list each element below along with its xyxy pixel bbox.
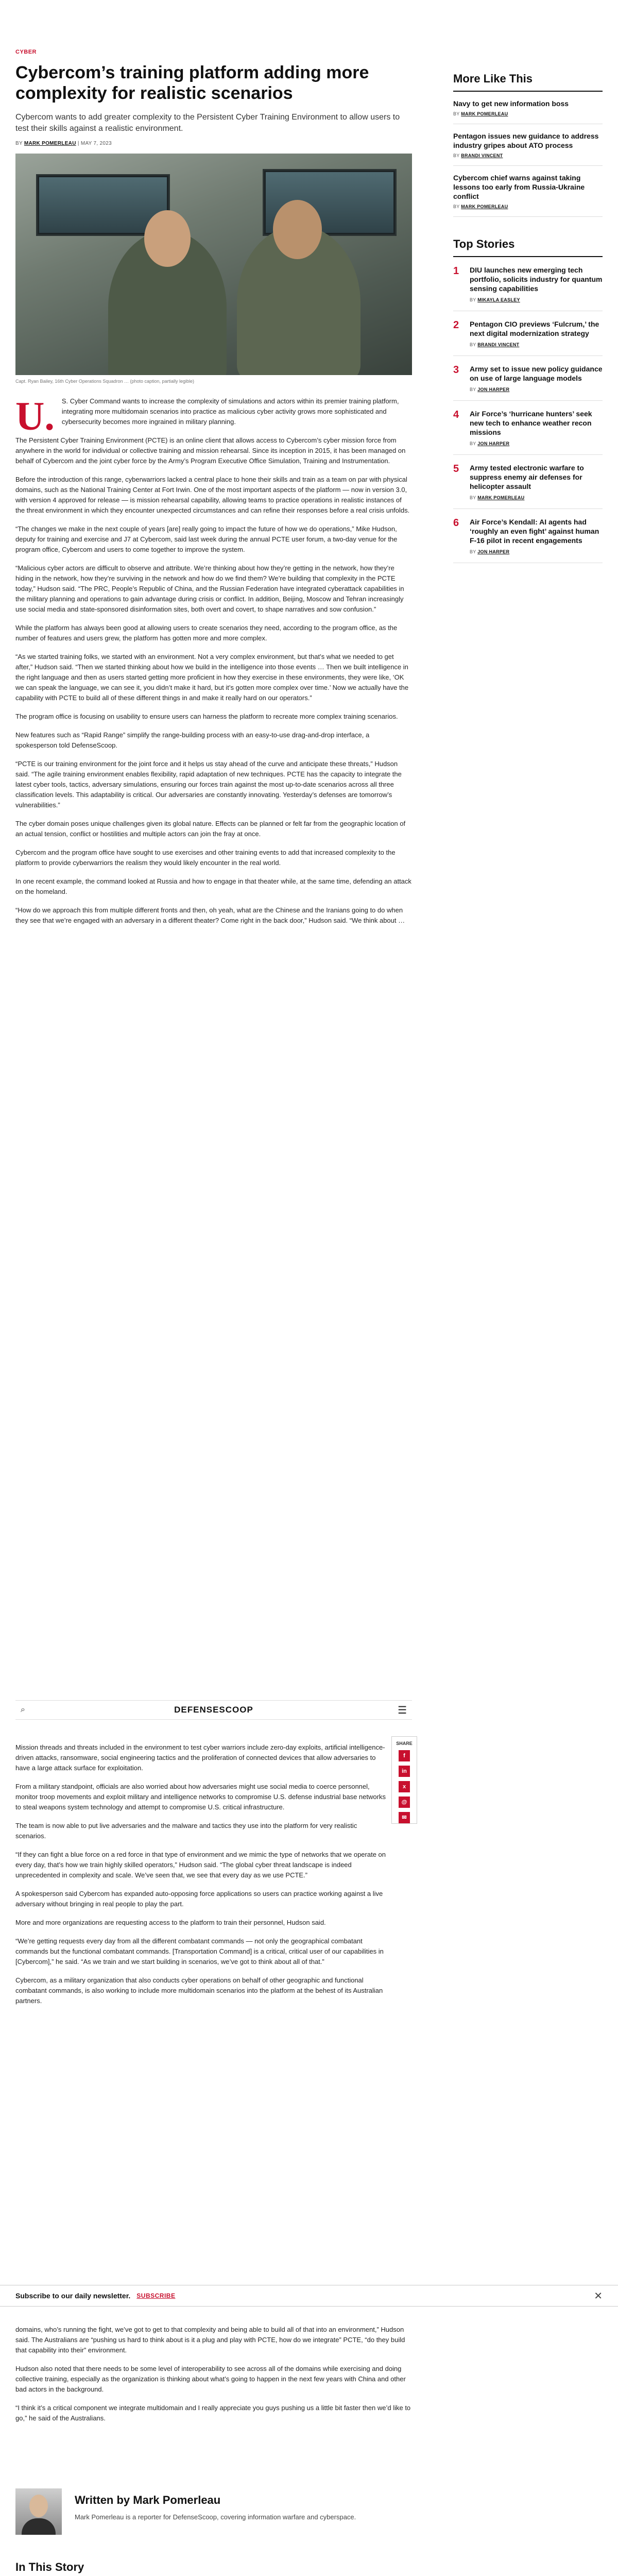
paragraph: The program office is focusing on usability to ensure users can harness the platform to recreate more complex training scenarios. (15, 713, 398, 720)
category-label[interactable]: CYBER (15, 49, 37, 55)
paragraph: S. Cyber Command wants to increase the complexity of simulations and actors within its premier training platform, integrating more multidomain scenarios into practice as malicious cyber activity grows more sophisticated and cybersecurity becomes more ingrained in military planning. (61, 397, 399, 426)
list-item[interactable]: 4 Air Force’s ‘hurricane hunters’ seek new tech to enhance weather recon missions BY JON HARPER (453, 401, 603, 455)
byline-author-link[interactable]: MARK POMERLEAU (24, 141, 76, 146)
list-item[interactable]: Cybercom chief warns against taking lessons too early from Russia-Ukraine conflict BY MARK POMERLEAU (453, 166, 603, 217)
list-item[interactable]: 1 DIU launches new emerging tech portfolio, solicits industry for quantum sensing capabilities BY MIKAYLA EASLEY (453, 257, 603, 311)
byline: BY MARK POMERLEAU | MAY 7, 2023 (15, 141, 112, 146)
paragraph: A spokesperson said Cybercom has expanded auto-opposing force applications so users can practice working against a live adversary without bringing in real people to play the part. (15, 1890, 383, 1908)
list-item[interactable]: Navy to get new information boss BY MARK POMERLEAU (453, 92, 603, 124)
byline-prefix: BY (15, 141, 23, 146)
author-head (29, 2495, 48, 2517)
paragraph: The Persistent Cyber Training Environment (PCTE) is an online client that allows access to Cybercom’s cyber mission force from anywhere in the world for individual or collective training and mission rehearsal. Since its inception in 2015, it has been managed on behalf of Cybercom and the joint cyber force by the Army’s Program Executive Office Simulation, Training and Instrumentation. (15, 436, 406, 465)
article-body-end (15, 2325, 412, 2432)
author-shoulders (22, 2518, 56, 2535)
more-like-this-heading: More Like This (453, 72, 603, 92)
list-item[interactable]: 5 Army tested electronic warfare to suppress enemy air defenses for helicopter assault BY MARK POMERLEAU (453, 455, 603, 509)
paragraph: Cybercom and the program office have sought to use exercises and other training events to add that increased complexity to the platform to provide cyberwarriors the realism they would likely encounter in the real world. (15, 849, 396, 867)
rank-number: 2 (453, 319, 459, 331)
drop-cap: U. (15, 394, 55, 438)
story-author-link[interactable]: BRANDI VINCENT (461, 153, 503, 158)
list-item[interactable]: Pentagon issues new guidance to address industry gripes about ATO process BY BRANDI VINCENT (453, 124, 603, 166)
x-twitter-icon[interactable]: x (399, 1781, 410, 1792)
paragraph: “I think it’s a critical component we integrate multidomain and I really appreciate you guys pushing us a little bit faster then we’d like to go,” he said of the Australians. (15, 2404, 411, 2422)
person-head (144, 210, 191, 267)
site-logo[interactable]: DEFENSESCOOP (174, 1705, 253, 1715)
sidebar (453, 72, 603, 563)
paragraph: The team is now able to put live adversaries and the malware and tactics they use into the platform for very realistic scenarios. (15, 1822, 357, 1840)
article-title: Cybercom’s training platform adding more complexity for realistic scenarios (15, 63, 369, 103)
paragraph: In one recent example, the command looked at Russia and how to engage in that theater while, at the same time, defending an attack on the homeland. (15, 877, 411, 895)
paragraph: domains, who’s running the fight, we’ve got to get to that complexity and being able to build all of that into an environment,” Hudson said. The Australians are “pushing us hard to think about is it a plug and play with PCTE, how do we integrate” PCTE, “do they build that capability into their” environment. (15, 2326, 405, 2354)
paragraph: Cybercom, as a military organization that also conducts cyber operations on behalf of other geographic and functional combatant commands, is also working to include more multidomain scenarios into the platform at the behest of its Australian partners. (15, 1976, 383, 2005)
byline-date: MAY 7, 2023 (80, 141, 112, 146)
in-this-story-heading: In This Story (15, 2561, 84, 2573)
rank-number: 5 (453, 463, 459, 474)
paragraph: “If they can fight a blue force on a red force in that type of environment and we mimic the type of networks that we operate on every day, that’s how we train highly skilled operators,” Hudson said. “The global cyber threat landscape is indeed unprecedented in complexity and scale. We’ve seen that, we see that every day as we use PCTE.” (15, 1851, 386, 1879)
story-author-link[interactable]: MARK POMERLEAU (477, 495, 525, 500)
paragraph: Mission threads and threats included in the environment to test cyber warriors include zero-day exploits, artificial intelligence-driven attacks, ransomware, social engineering tactics and the proliferation of connected devices that allow adversaries to have a large attack surface for exploitation. (15, 1743, 385, 1772)
newsletter-bar (0, 2285, 618, 2307)
paragraph: Before the introduction of this range, cyberwarriors lacked a central place to hone their skills and train as a team on par with physical domains, such as the National Training Center at Fort Irwin. One of the most important aspects of the platform — now in version 3.0, with version 4 approved for release — is mission rehearsal capability, allowing teams to practice operations in realistic instances of the threat environment in which they encounter unexpected circumstances and can refine their responses before a real crisis unfolds. (15, 476, 410, 514)
article-body (15, 396, 412, 926)
close-icon[interactable]: ✕ (594, 2290, 603, 2302)
share-widget (391, 1736, 417, 1824)
person-head (273, 200, 322, 259)
paragraph: “We’re getting requests every day from all the different combatant commands — not only the geographical combatant commands but the functional combatant commands. [Transportation Command] is a critical, critical user of our capabilities in [Cybercom],” he said. “As we train and we start building in scenarios, we’ve got to think about all of that.” (15, 1937, 384, 1965)
search-icon[interactable]: ⌕ (21, 1705, 25, 1714)
story-author-link[interactable]: MARK POMERLEAU (461, 111, 508, 116)
paragraph: “The changes we make in the next couple of years [are] really going to impact the future of how we do operations,” Mike Hudson, deputy for training and exercise and J7 at Cybercom, said last week during the annual PCTE user forum, a two-day venue for the program office, Cybercom and users to come together to improve the system. (15, 525, 398, 553)
paragraph: “Malicious cyber actors are difficult to observe and attribute. We’re thinking about how they’re getting in the network, how they’re hiding in the network, how they’re surviving in the network and how do we find them? We’re building that complexity in the PCTE today,” Hudson said. “The PRC, People’s Republic of China, and the Russian Federation have integrated cyberattack capabilities in the military planning and operations to gain advantage during crisis or conflict. In addition, Beijing, Moscow and Tehran increasingly use social media and state-sponsored disinformation sites, both overt and covert, to shape narratives and sow confusion.” (15, 564, 404, 613)
story-author-link[interactable]: MIKAYLA EASLEY (477, 297, 520, 302)
article-body-continued (15, 1742, 386, 2014)
paragraph: While the platform has always been good at allowing users to create scenarios they need, according to the program office, as the number of features and users grew, the platform has gotten more and more complex. (15, 624, 398, 642)
site-header-bar (15, 1700, 412, 1720)
story-title[interactable]: Pentagon CIO previews ‘Fulcrum,’ the next digital modernization strategy (470, 320, 599, 337)
email-icon[interactable]: ✉ (399, 1812, 410, 1823)
story-title[interactable]: Navy to get new information boss (453, 99, 569, 108)
story-title[interactable]: DIU launches new emerging tech portfolio, solicits industry for quantum sensing capabilities (470, 266, 603, 293)
subscribe-button[interactable]: SUBSCRIBE (136, 2292, 176, 2299)
hero-image (15, 154, 412, 375)
paragraph: More and more organizations are requesting access to the platform to train their personnel, Hudson said. (15, 1919, 326, 1926)
in-this-story (15, 2561, 173, 2576)
article (15, 49, 412, 934)
share-label: SHARE (396, 1741, 413, 1746)
paragraph: “PCTE is our training environment for the joint force and it helps us stay ahead of the curve and anticipate these threats,” Hudson said. “The agile training environment enables flexibility, rapid adaptation of new techniques. PCTE has the capacity to integrate the latest cyber tools, tactics, adversary simulations, ensuring our forces train against the most up-to-date scenarios across all three classification levels. This adaptability is critical. Our adversaries are constantly innovating. Yesterday’s defenses are tomorrow’s vulnerabilities.” (15, 760, 402, 809)
hamburger-icon[interactable]: ☰ (398, 1704, 407, 1716)
paragraph: “As we started training folks, we started with an environment. Not a very complex environment, but that’s what we needed to get after,” Hudson said. “Then we started thinking about how we build in the intelligence into those events … Then we built intelligence in the right language and then as users started getting more proficient in how they exercise in these environments, they were like, ‘OK we can speak the language, we can see it, you didn’t make it hard, but it’s gotten more complex over time.’ Now we actually have the capability with PCTE to build all of these different things in and make it really hard on our operators.” (15, 653, 409, 702)
linkedin-icon[interactable]: in (399, 1766, 410, 1777)
story-title[interactable]: Air Force’s Kendall: AI agents had ‘roughly an even fight’ against human F-16 pilot in recent engagements (470, 518, 599, 545)
author-name[interactable]: Written by Mark Pomerleau (75, 2494, 221, 2506)
rank-number: 1 (453, 265, 459, 277)
paragraph: “How do we approach this from multiple different fronts and then, oh yeah, what are the Chinese and the Iranians going to do when they see that we’re engaged with an adversary in a different theater? Come right in the back door,” Hudson said. “We think about … (15, 906, 405, 924)
list-item[interactable]: 3 Army set to issue new policy guidance on use of large language models BY JON HARPER (453, 356, 603, 401)
facebook-icon[interactable]: f (399, 1750, 410, 1761)
rank-number: 4 (453, 409, 459, 420)
story-title[interactable]: Cybercom chief warns against taking lessons too early from Russia-Ukraine conflict (453, 174, 585, 200)
story-title[interactable]: Air Force’s ‘hurricane hunters’ seek new tech to enhance weather recon missions (470, 410, 592, 436)
author-bio: Mark Pomerleau is a reporter for DefenseScoop, covering information warfare and cyberspace. (75, 2513, 356, 2521)
top-stories-heading: Top Stories (453, 238, 603, 257)
paragraph: Hudson also noted that there needs to be some level of interoperability to see across all of the domains while exercising and doing collective training, especially as the organization is thinking about what’s going to happen in the next few years with China and other bad actors in the background. (15, 2365, 406, 2393)
story-author-link[interactable]: JON HARPER (477, 387, 510, 392)
reddit-icon[interactable]: @ (399, 1797, 410, 1808)
top-stories (453, 238, 603, 563)
story-title[interactable]: Army set to issue new policy guidance on use of large language models (470, 365, 603, 382)
article-dek: Cybercom wants to add greater complexity to the Persistent Cyber Training Environment to allow users to test their skills against a realistic environment. (15, 113, 400, 133)
photo-caption: Capt. Ryan Bailey, 16th Cyber Operations Squadron … (photo caption, partially legible) (15, 379, 195, 384)
story-author-link[interactable]: MARK POMERLEAU (461, 204, 508, 209)
story-title[interactable]: Army tested electronic warfare to suppress enemy air defenses for helicopter assault (470, 464, 584, 490)
list-item[interactable]: 6 Air Force’s Kendall: AI agents had ‘roughly an even fight’ against human F-16 pilot in recent engagements BY JON HARPER (453, 509, 603, 563)
newsletter-text: Subscribe to our daily newsletter. (15, 2292, 131, 2300)
author-photo (15, 2488, 62, 2535)
story-author-link[interactable]: BRANDI VINCENT (477, 342, 520, 347)
rank-number: 3 (453, 364, 459, 376)
rank-number: 6 (453, 517, 459, 529)
story-author-link[interactable]: JON HARPER (477, 549, 510, 554)
paragraph: From a military standpoint, officials are also worried about how adversaries might use social media to coerce personnel, monitor troop movements and exploit military and intelligence networks to compromise U.S. defense industrial base networks to steal weapons system technology and attempt to compromise U.S. critical infrastructure. (15, 1783, 386, 1811)
paragraph: New features such as “Rapid Range” simplify the range-building process with an easy-to-use drag-and-drop interface, a spokesperson told DefenseScoop. (15, 731, 370, 749)
story-author-link[interactable]: JON HARPER (477, 441, 510, 446)
paragraph: The cyber domain poses unique challenges given its global nature. Effects can be planned or felt far from the geographic location of an actual tension, conflict or hostilities and multiple actors can join the fray at once. (15, 820, 406, 838)
story-title[interactable]: Pentagon issues new guidance to address industry gripes about ATO process (453, 132, 599, 149)
list-item[interactable]: 2 Pentagon CIO previews ‘Fulcrum,’ the next digital modernization strategy BY BRANDI VINCENT (453, 311, 603, 356)
